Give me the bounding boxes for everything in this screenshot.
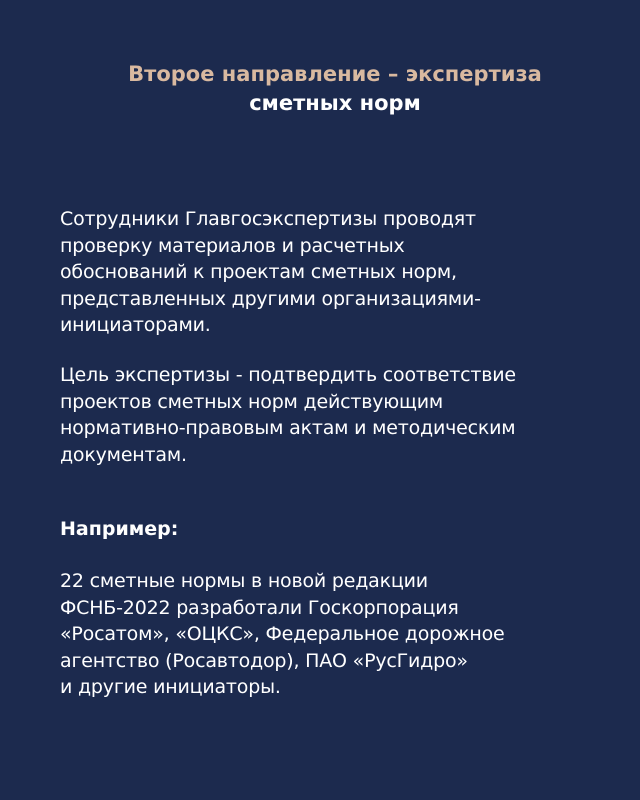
paragraph-goal: [60, 362, 600, 468]
text-line: нормативно-правовым актам и методическим: [60, 417, 516, 439]
text-line: проектов сметных норм действующим: [60, 390, 444, 413]
text-line: 22 сметные нормы в новой редакции: [60, 570, 428, 592]
paragraph-description: [60, 206, 600, 339]
text-line: Цель экспертизы - подтвердить соответствие: [60, 364, 516, 386]
text-line: «Росатом», «ОЦКС», Федеральное дорожное: [60, 623, 505, 645]
paragraph-example: [60, 568, 600, 701]
text-line: проверку материалов и расчетных: [60, 234, 405, 257]
slide-title: [0, 60, 640, 118]
text-line: ФСНБ-2022 разработали Госкорпорация: [60, 596, 459, 619]
title-line-2: сметных норм: [249, 91, 421, 115]
text-line: агентство (Росавтодор), ПАО «РусГидро»: [60, 649, 468, 672]
title-line-1: Второе направление – экспертиза: [128, 62, 542, 86]
text-line: инициаторами.: [60, 314, 211, 336]
example-label: Например:: [60, 518, 179, 540]
text-line: обоснований к проектам сметных норм,: [60, 261, 457, 283]
text-line: Сотрудники Главгосэкспертизы проводят: [60, 208, 476, 230]
text-line: документам.: [60, 443, 187, 466]
text-line: представленных другими организациями-: [60, 287, 481, 310]
text-line: и другие инициаторы.: [60, 676, 281, 698]
